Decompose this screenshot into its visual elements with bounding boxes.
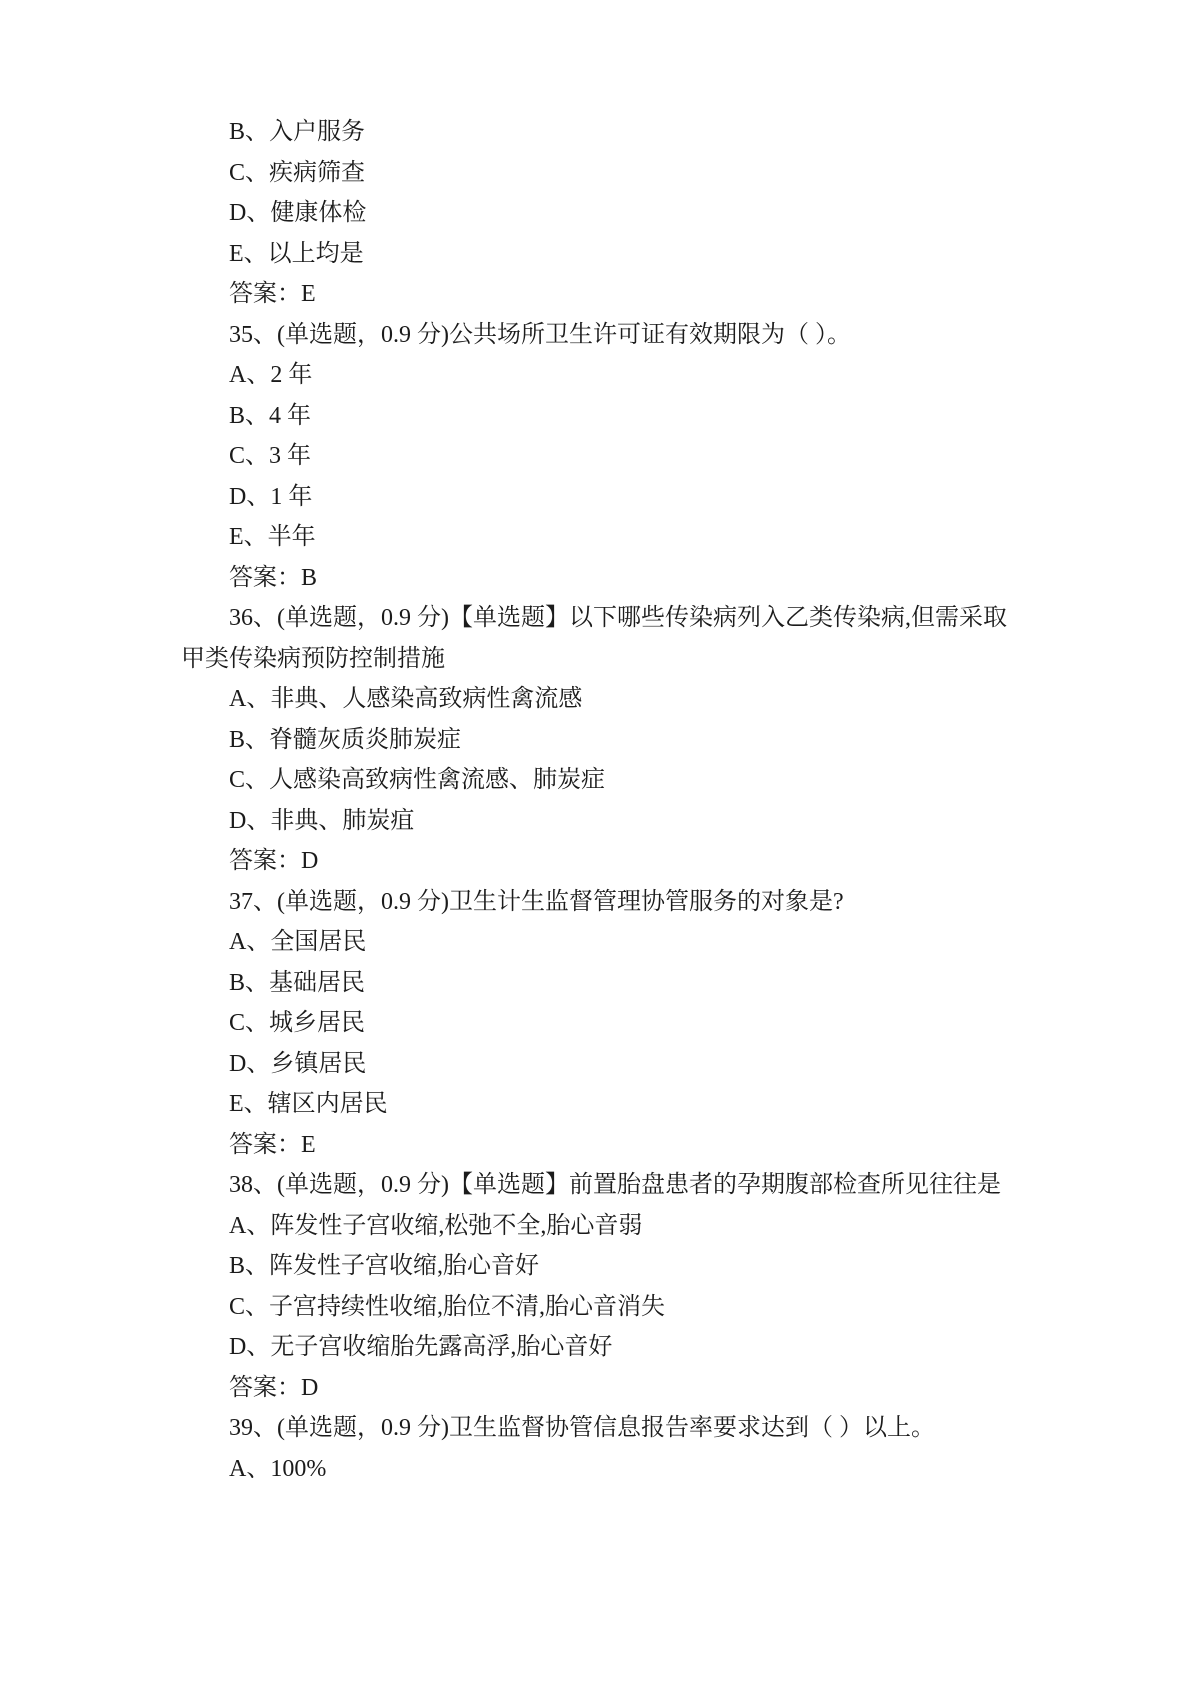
answer-value: E: [301, 1131, 316, 1158]
answer-value: D: [301, 848, 319, 874]
option-text: 3 年: [269, 443, 312, 469]
option-text: 非典、肺炭疽: [270, 807, 415, 834]
option-text: 无子宫收缩胎先露高浮,胎心音好: [270, 1334, 613, 1360]
option-text: 100%: [270, 1455, 327, 1482]
option-text: 健康体检: [270, 200, 367, 226]
question-block-38: [181, 1165, 1011, 1408]
option-item: [181, 436, 1011, 477]
option-item: [181, 1206, 1011, 1247]
option-separator: 、: [246, 1212, 271, 1239]
option-text: 人感染高致病性禽流感、肺炭症: [269, 767, 606, 793]
option-label: A: [229, 929, 247, 955]
option-label: B: [229, 726, 246, 753]
answer-row: [181, 558, 1011, 599]
option-separator: 、: [246, 1050, 271, 1077]
option-separator: 、: [245, 402, 270, 429]
answer-row: [181, 1368, 1011, 1409]
option-item: [181, 1287, 1011, 1328]
option-item: [181, 679, 1011, 720]
option-separator: 、: [245, 119, 270, 145]
option-item: [181, 153, 1011, 194]
question-block-37: [181, 882, 1011, 1166]
option-text: 子宫持续性收缩,胎位不清,胎心音消失: [269, 1293, 666, 1320]
option-separator: 、: [246, 362, 271, 388]
option-label: D: [229, 1050, 247, 1077]
question-block-34-partial: [181, 112, 1011, 315]
option-label: A: [229, 1212, 247, 1239]
option-separator: 、: [245, 969, 270, 996]
option-item: [181, 1044, 1011, 1085]
answer-label: 答案：: [229, 848, 301, 874]
question-stem: 35、(单选题，0.9 分)公共场所卫生许可证有效期限为（ ）。: [229, 321, 851, 348]
option-label: C: [229, 443, 246, 469]
option-separator: 、: [246, 483, 271, 510]
answer-row: [181, 841, 1011, 882]
option-label: B: [229, 119, 246, 145]
option-item: [181, 355, 1011, 396]
option-label: C: [229, 1293, 246, 1320]
option-item: [181, 760, 1011, 801]
option-item: [181, 1449, 1011, 1490]
option-item: [181, 234, 1011, 275]
answer-row: [181, 1125, 1011, 1166]
answer-value: D: [301, 1374, 319, 1401]
option-separator: 、: [246, 929, 271, 955]
option-item: [181, 922, 1011, 963]
question-block-39-partial: [181, 1408, 1011, 1489]
option-separator: 、: [243, 240, 268, 267]
option-text: 阵发性子宫收缩,胎心音好: [269, 1253, 540, 1279]
option-separator: 、: [246, 200, 271, 226]
answer-label: 答案：: [229, 281, 301, 307]
option-separator: 、: [243, 524, 268, 550]
option-separator: 、: [245, 1010, 270, 1036]
option-item: [181, 1246, 1011, 1287]
option-separator: 、: [245, 1293, 270, 1320]
option-separator: 、: [245, 767, 270, 793]
option-item: [181, 396, 1011, 437]
option-separator: 、: [245, 726, 270, 753]
option-text: 城乡居民: [269, 1010, 366, 1036]
option-label: B: [229, 969, 246, 996]
option-label: C: [229, 767, 246, 793]
option-separator: 、: [243, 1091, 268, 1117]
option-item: [181, 1003, 1011, 1044]
answer-label: 答案：: [229, 564, 301, 591]
option-text: 阵发性子宫收缩,松弛不全,胎心音弱: [270, 1212, 643, 1239]
option-label: E: [229, 240, 244, 267]
option-item: [181, 477, 1011, 518]
option-separator: 、: [246, 1334, 271, 1360]
option-text: 非典、人感染高致病性禽流感: [270, 686, 583, 712]
option-separator: 、: [246, 807, 271, 834]
option-item: [181, 720, 1011, 761]
option-item: [181, 517, 1011, 558]
option-separator: 、: [245, 1253, 270, 1279]
answer-label: 答案：: [229, 1131, 301, 1158]
option-text: 辖区内居民: [267, 1091, 388, 1117]
option-text: 全国居民: [270, 929, 367, 955]
option-separator: 、: [245, 443, 270, 469]
answer-label: 答案：: [229, 1374, 301, 1401]
question-stem: 39、(单选题，0.9 分)卫生监督协管信息报告率要求达到（ ）以上。: [229, 1415, 935, 1441]
option-label: A: [229, 1455, 247, 1482]
option-text: 乡镇居民: [270, 1050, 367, 1077]
option-item: [181, 963, 1011, 1004]
option-item: [181, 1084, 1011, 1125]
option-label: A: [229, 362, 247, 388]
option-label: C: [229, 1010, 246, 1036]
option-label: D: [229, 200, 247, 226]
option-separator: 、: [245, 159, 270, 186]
option-text: 疾病筛查: [269, 159, 366, 186]
question-stem: 38、(单选题，0.9 分)【单选题】前置胎盘患者的孕期腹部检查所见往往是: [229, 1172, 1001, 1198]
option-text: 基础居民: [269, 969, 366, 996]
option-text: 半年: [267, 524, 316, 550]
option-text: 2 年: [270, 362, 313, 388]
option-text: 以上均是: [267, 240, 364, 267]
answer-row: [181, 274, 1011, 315]
option-label: C: [229, 159, 246, 186]
option-text: 入户服务: [269, 119, 366, 145]
question-stem: 37、(单选题，0.9 分)卫生计生监督管理协管服务的对象是?: [229, 888, 844, 915]
option-separator: 、: [246, 1455, 271, 1482]
answer-value: B: [301, 564, 318, 591]
question-stem: 36、(单选题，0.9 分)【单选题】以下哪些传染病列入乙类传染病,但需采取甲类传染病预防控制措施: [181, 605, 1007, 672]
option-label: A: [229, 686, 247, 712]
option-item: [181, 112, 1011, 153]
option-item: [181, 801, 1011, 842]
answer-value: E: [301, 281, 316, 307]
option-label: B: [229, 1253, 246, 1279]
option-item: [181, 1327, 1011, 1368]
option-label: D: [229, 807, 247, 834]
question-block-36: [181, 598, 1011, 882]
option-text: 1 年: [270, 483, 313, 510]
option-text: 4 年: [269, 402, 312, 429]
option-label: D: [229, 483, 247, 510]
option-item: [181, 193, 1011, 234]
option-separator: 、: [246, 686, 271, 712]
question-block-35: [181, 315, 1011, 599]
option-label: E: [229, 524, 244, 550]
option-text: 脊髓灰质炎肺炭症: [269, 726, 462, 753]
option-label: D: [229, 1334, 247, 1360]
option-label: E: [229, 1091, 244, 1117]
option-label: B: [229, 402, 246, 429]
